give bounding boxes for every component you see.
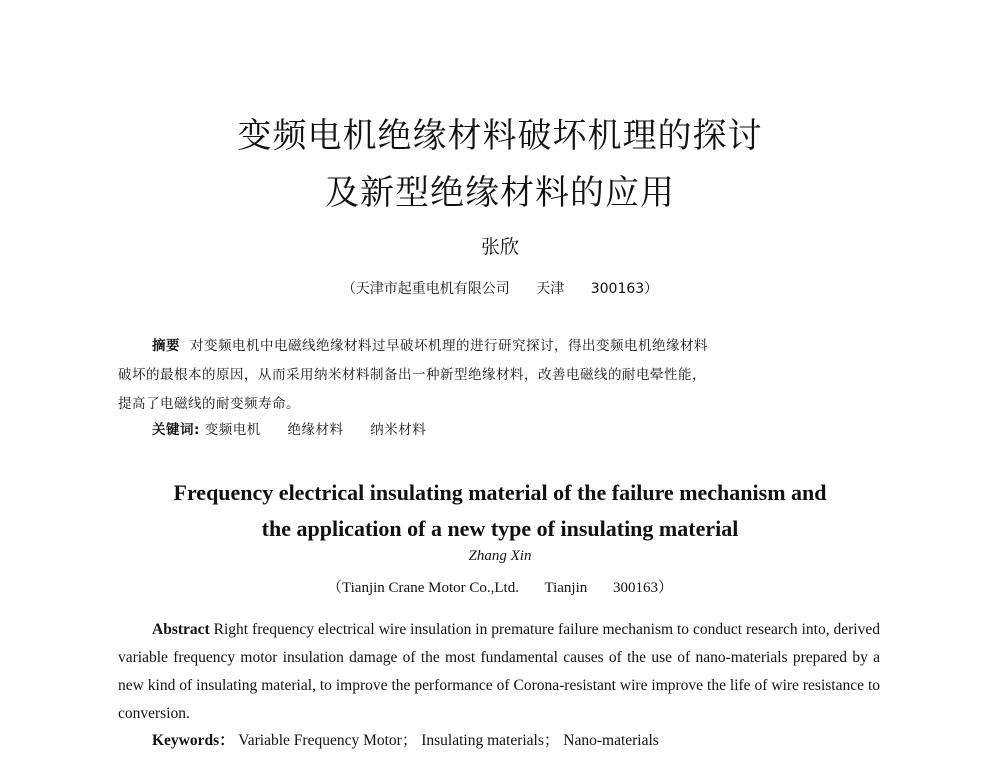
chinese-keyword: 绝缘材料: [287, 422, 344, 438]
english-affiliation: [0, 576, 1000, 597]
chinese-title-line-1: 变频电机绝缘材料破坏机理的探讨: [237, 116, 763, 156]
chinese-affiliation: [0, 278, 1000, 298]
chinese-keywords: [152, 418, 426, 438]
chinese-abstract-line-3: 提高了电磁线的耐变频寿命。: [118, 396, 300, 412]
english-title-line-2: the application of a new type of insulating material: [261, 516, 739, 541]
chinese-keyword: 变频电机: [204, 422, 261, 438]
english-abstract-text: Right frequency electrical wire insulation in premature failure mechanism to conduct research into, derived variable frequency motor insulation damage of the most fundamental causes of the use of nano-materials prepared by a new kind of insulating material, to improve the performance of Corona-resistant wire improve the life of wire resistance to conversion.: [118, 621, 880, 722]
english-abstract-label: Abstract: [152, 621, 210, 638]
chinese-affiliation-city: 天津: [536, 281, 565, 297]
english-keywords-label: Keywords：: [152, 732, 235, 749]
english-keywords: [152, 728, 659, 750]
english-abstract: [118, 616, 880, 728]
english-title-line-1: Frequency electrical insulating material of the failure mechanism and: [173, 480, 827, 505]
chinese-affiliation-zip: 300163）: [590, 281, 659, 297]
chinese-affiliation-org: （天津市起重电机有限公司: [341, 281, 510, 297]
chinese-keyword: 纳米材料: [370, 422, 427, 438]
chinese-keywords-label: 关键词:: [152, 422, 200, 438]
chinese-abstract: [118, 332, 878, 419]
english-affiliation-org: （Tianjin Crane Motor Co.,Ltd.: [327, 580, 519, 596]
english-affiliation-city: Tianjin: [544, 580, 588, 596]
english-affiliation-zip: 300163）: [612, 580, 673, 596]
chinese-title-line-2: 及新型绝缘材料的应用: [325, 173, 675, 213]
chinese-author: 张欣: [480, 236, 519, 258]
chinese-abstract-label: 摘要: [152, 338, 180, 354]
english-keyword: Nano-materials: [563, 732, 659, 749]
chinese-abstract-line-2: 破坏的最根本的原因，从而采用纳米材料制备出一种新型绝缘材料，改善电磁线的耐电晕性能，: [118, 367, 706, 383]
english-keyword: Variable Frequency Motor；: [238, 732, 418, 749]
english-keyword: Insulating materials；: [421, 732, 560, 749]
english-author: Zhang Xin: [468, 548, 532, 564]
chinese-abstract-line-1: 对变频电机中电磁线绝缘材料过早破坏机理的进行研究探讨，得出变频电机绝缘材料: [190, 338, 708, 354]
